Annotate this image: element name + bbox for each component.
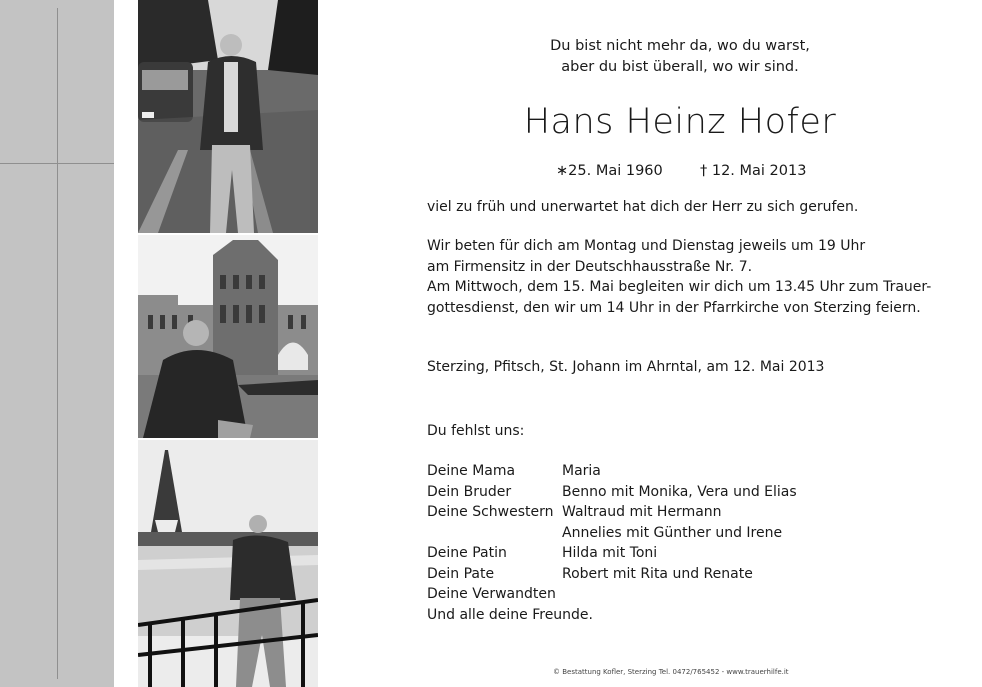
photo-eiffel-tower	[138, 440, 318, 687]
family-row	[427, 584, 797, 605]
intro-text: viel zu früh und unerwartet hat dich der Herr zu sich gerufen.	[427, 199, 859, 215]
family-row	[427, 502, 797, 523]
place-and-date: Sterzing, Pfitsch, St. Johann im Ahrntal, am 12. Mai 2013	[427, 359, 825, 375]
family-row	[427, 461, 797, 482]
family-names: Maria	[562, 463, 601, 479]
family-relation: Deine Patin	[427, 545, 507, 561]
family-list	[427, 461, 797, 625]
deceased-name: Hans Heinz Hofer	[523, 102, 837, 142]
family-relation: Deine Verwandten	[427, 586, 556, 602]
paragraph-line: am Firmensitz in der Deutschhausstraße Nr. 7.	[427, 258, 753, 275]
birth-date: ∗25. Mai 1960	[556, 163, 663, 179]
family-relation: Deine Mama	[427, 463, 516, 479]
family-row	[427, 605, 797, 626]
family-names: Hilda mit Toni	[562, 545, 658, 561]
verse-line-1: Du bist nicht mehr da, wo du warst,	[550, 38, 810, 54]
family-relation: Dein Pate	[427, 565, 495, 582]
family-row	[427, 523, 797, 544]
family-row	[427, 564, 797, 585]
family-relation: Und alle deine Freunde.	[427, 606, 593, 623]
photo-louvre	[138, 235, 318, 438]
paragraph-line: Am Mittwoch, dem 15. Mai begleiten wir dich um 13.45 Uhr zum Trauer-	[427, 279, 932, 295]
prayer-paragraph	[427, 236, 931, 318]
photo-street	[138, 0, 318, 233]
paragraph-line: gottesdienst, den wir um 14 Uhr in der Pfarrkirche von Sterzing feiern.	[427, 299, 921, 316]
cross-horizontal-line	[0, 163, 114, 164]
cross-vertical-line	[57, 8, 58, 679]
missing-label: Du fehlst uns:	[427, 423, 525, 439]
verse-line-2: aber du bist überall, wo wir sind.	[561, 59, 799, 75]
memorial-verse	[530, 36, 830, 78]
family-names: Benno mit Monika, Vera und Elias	[562, 483, 797, 500]
family-relation: Dein Bruder	[427, 483, 512, 500]
family-relation: Deine Schwestern	[427, 504, 554, 520]
family-names: Waltraud mit Hermann	[562, 504, 722, 520]
death-date: † 12. Mai 2013	[700, 163, 807, 179]
left-side-band	[0, 0, 114, 687]
footer-credit: © Bestattung Kofler, Sterzing Tel. 0472/765452 - www.trauerhilfe.it	[553, 668, 789, 676]
family-names: Annelies mit Günther und Irene	[562, 524, 783, 541]
family-names: Robert mit Rita und Renate	[562, 565, 753, 582]
paragraph-line: Wir beten für dich am Montag und Dienstag jeweils um 19 Uhr	[427, 238, 866, 254]
family-row	[427, 482, 797, 503]
family-row	[427, 543, 797, 564]
